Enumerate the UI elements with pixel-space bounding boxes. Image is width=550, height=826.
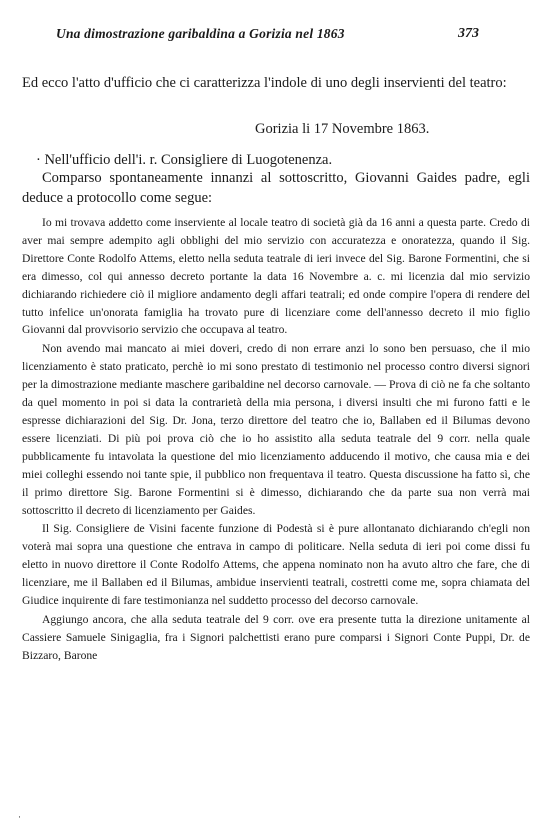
testimony-paragraph-3: Il Sig. Consigliere de Visini facente funzione di Podestà si è pure allontanato dichiarando ch'egli non voterà mai sopra una questione che entrava in campo di politicare. Nella seduta di ieri poi come dissi fu eletto in nuovo direttore il Conte Rodolfo Attems, che appena nominato non ha avuto altro che fare, che di licenziare, me il Ballaben ed il Bilumas, ambidue inservienti teatrali, costretti come me, sopra chiamata del Giudice inquirente di fare testimonianza nel suddetto processo del decorso carnovale. xyxy=(22,522,530,608)
testimony-paragraph-1: Io mi trovava addetto come inserviente al locale teatro di società già da 16 anni a questa parte. Credo di aver mai sempre adempito agli obblighi del mio servizio con accuratezza e onoratezza, quando il Sig. Direttore Conte Rodolfo Attems, eletto nella seduta teatrale di ieri invece del Sig. Barone Formentini, che si era dimesso, col qui annesso decreto portante la data 16 Novembre a. c. mi licenzia dal mio servizio dichiarando richiedere ciò il migliore andamento degli affari teatrali; ed onde compire l'opera di rendere del tutto infelice un'onorata famiglia ha trovato pure di licenziare come dell'annesso decreto il mio figlio Giovanni dal provvisorio servizio che occupava al teatro. xyxy=(22,216,530,337)
dateline: Gorizia li 17 Novembre 1863. xyxy=(255,121,430,137)
page-number: 373 xyxy=(458,26,479,41)
testimony-body xyxy=(22,214,530,666)
office-line: · Nell'ufficio dell'i. r. Consigliere di Luogotenenza. xyxy=(36,152,333,168)
testimony-paragraph-4: Aggiungo ancora, che alla seduta teatrale del 9 corr. ove era presente tutta la direzione unitamente al Cassiere Samuele Sinigaglia, fra i Signori palchettisti erano pure comparsi i Signori Conte Puppi, Dr. de Bizzaro, Barone xyxy=(22,612,530,662)
testimony-paragraph-2: Non avendo mai mancato ai miei doveri, credo di non errare anzi lo sono ben persuaso, che il mio licenziamento è stato praticato, perchè io mi sono prestato di testimonio nel processo contro diversi signori per la dimostrazione mediante maschere garibaldine nel decorso carnovale. — Prova di ciò ne fa che soltanto da quel momento in poi si data la contrarietà della mia persona, i diversi insulti che mi furono fatti e le espresse dichiarazioni del Sig. Dr. Jona, terzo direttore del teatro che io, Ballaben ed il Bilumas devono essere licenziati. Di più poi prova ciò che io ho assistito alla seduta teatrale del 9 corr. nella quale pubblicamente fu intavolata la questione del mio licenziamento adducendo il motivo, che causa mia e dei miei colleghi essendo noi tante spie, il pubblico non frequentava il teatro. Questa discussione ha fatto sì, che il primo direttore Sig. Barone Formentini si è dimesso, dichiarando che da parte sua non verrà mai sottoscritto il decreto di licenziamento per Gaides. xyxy=(22,342,530,517)
appearance-text: Comparso spontaneamente innanzi al sottoscritto, Giovanni Gaides padre, egli deduce a protocollo come segue: xyxy=(22,170,530,206)
running-title: Una dimostrazione garibaldina a Gorizia nel 1863 xyxy=(56,26,345,41)
appearance-statement xyxy=(22,168,530,208)
footer-mark: · xyxy=(18,812,21,822)
intro-sentence: Ed ecco l'atto d'ufficio che ci caratterizza l'indole di uno degli inservienti del teatro: xyxy=(22,75,507,91)
